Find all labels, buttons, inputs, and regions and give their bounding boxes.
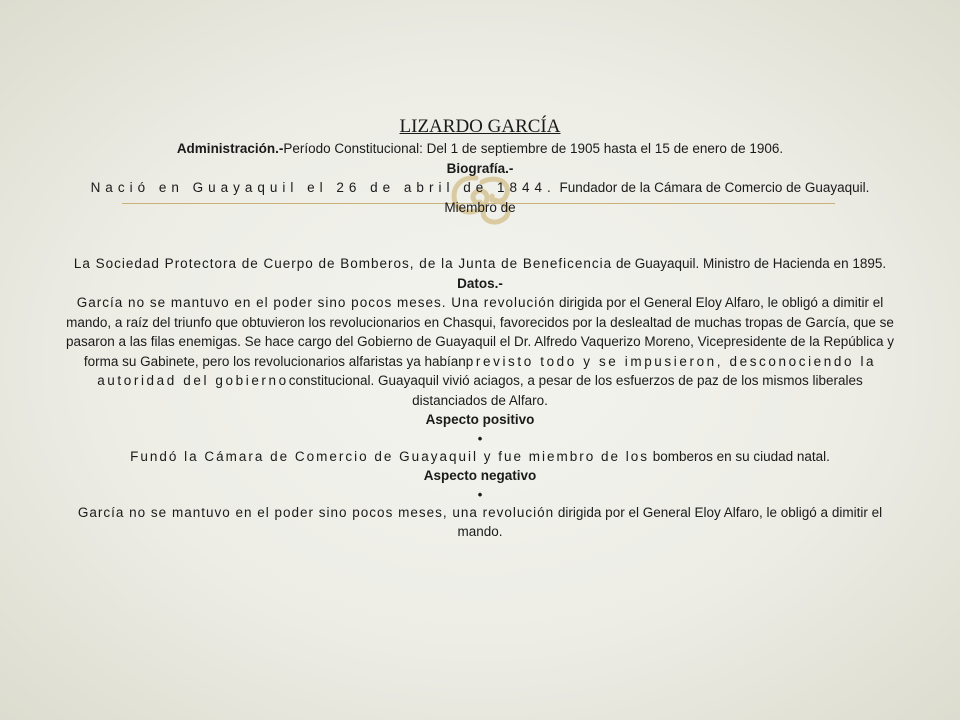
biografia-founder-text: Fundador de la Cámara de Comercio de Guayaquil. — [555, 180, 870, 195]
biografia-heading: Biografía.- — [446, 160, 514, 176]
administracion-text: Período Constitucional: Del 1 de septiembre de 1905 hasta el 15 de enero de 1906. — [283, 141, 784, 156]
aspecto-positivo-text — [62, 447, 898, 467]
aspecto-positivo-heading: Aspecto positivo — [425, 412, 535, 427]
aspecto-positivo-rest-text: bomberos en su ciudad natal. — [649, 448, 830, 464]
aspecto-negativo-rest-text: dirigida por el General Eloy Alfaro, le obligó a dimitir el mando. — [457, 504, 883, 539]
biografia-society-text: La Sociedad Protectora de Cuerpo de Bomberos, de la Junta de Beneficencia — [73, 256, 613, 271]
datos-heading: Datos.- — [457, 275, 503, 291]
administracion-paragraph — [62, 139, 898, 159]
datos-spaced-text-2: previsto todo y se impusieron, desconociendo la autoridad del gobierno — [97, 353, 877, 388]
biografia-line-1 — [62, 178, 898, 198]
blank-gap — [62, 217, 898, 254]
datos-spaced-text-1: García no se mantuvo en el poder sino pocos meses. Una revolución — [76, 295, 556, 310]
aspecto-positivo-spaced-text: Fundó la Cámara de Comercio de Guayaquil y fue miembro de los — [130, 448, 650, 464]
biografia-line-2: Miembro de — [444, 199, 516, 215]
aspecto-negativo-bullet: • — [477, 486, 483, 502]
page-title: LIZARDO GARCÍA — [399, 116, 561, 137]
aspecto-negativo-heading: Aspecto negativo — [423, 468, 537, 483]
aspecto-negativo-text — [62, 503, 898, 542]
slide-content — [62, 116, 898, 542]
administracion-label: Administración.- — [176, 141, 284, 156]
datos-text-1: dirigida por el General Eloy Alfaro, le obligó a dimitir el mando, a raíz del triunfo que obtuvieron los revolucionarios en Chasqui, favorecidos por la deslealtad de muchas tropas de García, que se pasaron a las filas enemigas. Se hace cargo del Gobierno de Guayaquil el Dr. Alfredo Vaquerizo Moreno, Vicepresidente de la República y forma su Gabinete, pero los revolucionarios alfaristas ya habían — [66, 295, 894, 369]
biografia-line-3 — [62, 254, 898, 274]
aspecto-negativo-spaced-text: García no se mantuvo en el poder sino pocos meses, una revolución — [77, 504, 555, 520]
aspecto-positivo-bullet: • — [477, 430, 483, 446]
biografia-birth-text: Nació en Guayaquil el 26 de abril de 1844. — [90, 180, 556, 195]
datos-text-2: constitucional. Guayaquil vivió aciagos, a pesar de los esfuerzos de paz de los mismos liberales distanciados de Alfaro. — [288, 373, 863, 408]
datos-paragraph — [62, 293, 898, 410]
biografia-minister-text: de Guayaquil. Ministro de Hacienda en 1895. — [612, 256, 887, 271]
